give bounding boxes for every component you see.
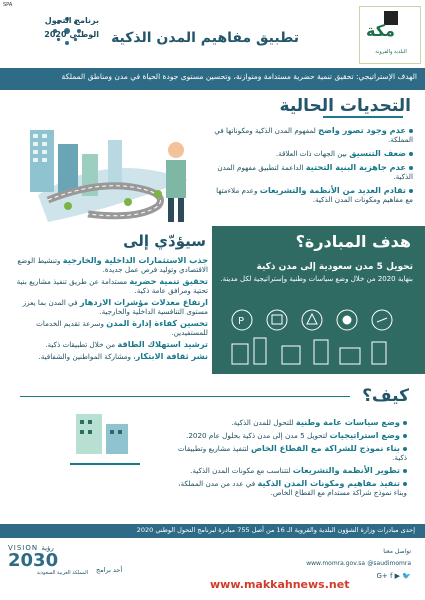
list-item: وضع سياسات عامة وطنية للتحول للمدن الذكية. xyxy=(177,418,407,427)
agency-mark: SPA xyxy=(3,2,13,8)
list-item: نشر ثقافة الابتكار، ومشاركة المواطنين والشفافية. xyxy=(38,351,208,361)
initiative-body: بنهاية 2020 من خلال وضع سياسات وطنية وإستراتيجية لكل مدينة. xyxy=(220,275,413,283)
footer-bar-text: إحدى مبادرات وزارة الشؤون البلدية والقروية الـ 16 من أصل 755 مبادرة لبرنامج التحول الوطني 2020 xyxy=(136,526,415,534)
list-item: جذب الاستثمارات الداخلية والخارجية وتنشيط الوضع الاقتصادي وتوليد فرص عمل جديدة. xyxy=(17,255,208,274)
list-item: عدم وجود تصور واضح لمفهوم المدن الذكية ومكوناتها في المملكة. xyxy=(214,125,413,144)
brand-main: مكة xyxy=(366,21,395,40)
heading-underline xyxy=(323,116,403,118)
bullet-icon xyxy=(403,447,407,451)
contact-label: تواصل معنا xyxy=(383,548,411,555)
vision-logo xyxy=(8,544,88,596)
bullet-icon xyxy=(403,482,407,486)
site-link[interactable]: www.momra.gov.sa xyxy=(306,560,365,567)
list-item: تطوير الأنظمة والتشريعات لتتناسب مع مكونات المدن الذكية. xyxy=(177,466,407,475)
bullet-icon xyxy=(409,189,413,193)
list-item: ارتفاع معدلات مؤشرات الازدهار في المدن بما يعزز مستوى التنافسية الداخلية والخارجية. xyxy=(22,297,208,316)
program-logo xyxy=(6,6,101,56)
list-item: بناء نموذج للشراكة مع القطاع الخاص لتنفيذ مشاريع وتطبيقات ذكية. xyxy=(177,443,407,462)
list-item: تحسين كفاءة إدارة المدن وسرعة تقديم الخدمات للمستفيدين. xyxy=(36,318,208,337)
bullet-icon xyxy=(403,469,407,473)
city-illustration-icon xyxy=(8,110,208,228)
page-title: تطبيق مفاهيم المدن الذكية xyxy=(111,30,299,46)
bullet-icon xyxy=(409,166,413,170)
initiative-bold: تحويل 5 مدن سعودية إلى مدن ذكية xyxy=(256,262,413,272)
challenges-list xyxy=(213,126,413,204)
program-note: أحد برامج xyxy=(96,566,123,574)
list-item: تحقيق تنمية حضرية مستدامة عن طريق تنفيذ مشاريع بنية تحتية ومرافق عامة ذكية. xyxy=(16,276,208,295)
smart-city-icons xyxy=(222,300,418,368)
how-heading: كيف؟ xyxy=(362,386,409,406)
svg-text:P: P xyxy=(238,316,245,327)
social-icons[interactable]: G+ f ▶ 🐦 xyxy=(376,572,411,580)
outcomes-heading: سيؤدّي إلى xyxy=(123,232,206,250)
list-item: تقادم العديد من الأنظمة والتشريعات وعدم ملاءمتها مع مفاهيم ومكونات المدن الذكية. xyxy=(216,185,413,204)
program-line1: برنامج التحول xyxy=(44,16,99,25)
how-list xyxy=(177,418,407,497)
initiative-heading: هدف المبادرة؟ xyxy=(295,232,411,251)
how-illustration-icon xyxy=(70,404,140,484)
outcomes-list xyxy=(6,256,208,361)
list-item: ترشيد استهلاك الطاقة من خلال تطبيقات ذكية. xyxy=(45,339,208,349)
challenges-heading: التحديات الحالية xyxy=(279,96,411,116)
goal-text: الهدف الإستراتيجي: تحقيق تنمية حضرية مستدامة ومتوازنة، وتحسين مستوى جودة الحياة في مدن ومناطق المملكة xyxy=(61,72,417,81)
list-item: وضع استراتيجيات لتحويل 5 مدن إلى مدن ذكية بحلول عام 2020. xyxy=(177,431,407,440)
bullet-icon xyxy=(409,152,413,156)
divider xyxy=(20,396,350,397)
list-item: تنفيذ مفاهيم ومكونات المدن الذكية في عدد من مدن المملكة، وبناء نموذج شراكة مستدام مع القطاع الخاص. xyxy=(178,478,407,497)
list-item: عدم جاهزية البنية التحتية الداعمة لتطبيق مفهوم المدن الذكية. xyxy=(217,162,413,181)
list-item: ضعف التنسيق بين الجهات ذات العلاقة. xyxy=(213,149,413,158)
handle-link[interactable]: @saudimomra xyxy=(367,560,411,567)
goal-bar xyxy=(0,68,425,90)
watermark: www.makkahnews.net xyxy=(210,578,350,591)
bullet-icon xyxy=(403,421,407,425)
bullet-icon xyxy=(409,129,413,133)
initiative-text xyxy=(218,262,413,284)
vision-country: المملكة العربية السعودية xyxy=(36,570,88,576)
vision-year: 2030 xyxy=(8,550,59,571)
footer-bar xyxy=(0,524,425,538)
ministry-logo xyxy=(359,6,421,64)
vision-label: VISION رؤية xyxy=(8,544,54,552)
bullet-icon xyxy=(403,434,407,438)
brand-sub: البلدية والقروية xyxy=(375,49,407,55)
program-line2: الوطني 2020 xyxy=(44,30,99,39)
